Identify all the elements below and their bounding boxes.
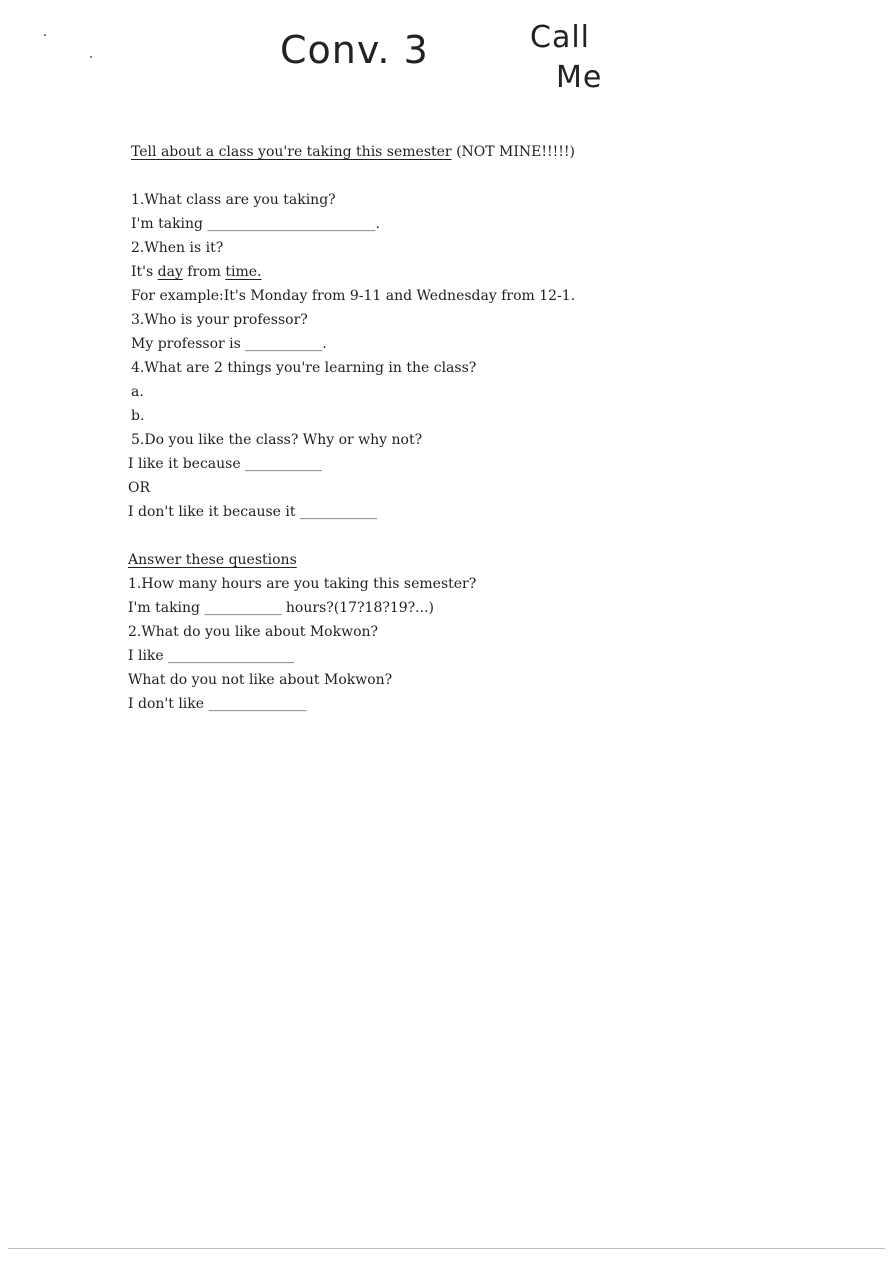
scan-speck xyxy=(90,56,92,58)
spacer xyxy=(128,524,828,548)
handwritten-note xyxy=(530,18,602,98)
question-4: 4.What are 2 things you're learning in the class? xyxy=(131,360,477,376)
section1-heading-line xyxy=(128,140,828,164)
question-5: 5.Do you like the class? Why or why not? xyxy=(131,432,423,448)
section2-question-2: 2.What do you like about Mokwon? xyxy=(128,624,379,640)
answer-2 xyxy=(128,260,828,284)
answer-2-mid: from xyxy=(182,264,226,280)
handwritten-note-line2: Me xyxy=(556,60,603,95)
question-1: 1.What class are you taking? xyxy=(131,192,336,208)
question-2: 2.When is it? xyxy=(131,240,224,256)
answer-5-or: OR xyxy=(128,480,151,496)
answer-2-day: day xyxy=(157,264,183,280)
answer-1: I'm taking ________________________. xyxy=(131,216,380,232)
answer-3: My professor is ___________. xyxy=(131,336,327,352)
answer-5-yes: I like it because ___________ xyxy=(128,456,323,472)
section2-answer-3: I don't like ______________ xyxy=(128,696,307,712)
section2-question-1: 1.How many hours are you taking this semester? xyxy=(128,576,477,592)
section1-heading: Tell about a class you're taking this semester xyxy=(131,144,452,160)
handwritten-note-line1: Call xyxy=(530,20,591,55)
worksheet-content xyxy=(128,140,828,716)
answer-4a: a. xyxy=(131,384,144,400)
answer-2-prefix: It's xyxy=(131,264,158,280)
spacer xyxy=(128,164,828,188)
answer-5-no: I don't like it because it ___________ xyxy=(128,504,377,520)
section2-answer-2: I like __________________ xyxy=(128,648,295,664)
scan-bottom-edge xyxy=(8,1248,885,1249)
section2-heading-line xyxy=(128,548,828,572)
example-line: For example:It's Monday from 9-11 and Wednesday from 12-1. xyxy=(131,288,576,304)
section2-heading: Answer these questions xyxy=(128,552,297,568)
question-3: 3.Who is your professor? xyxy=(131,312,308,328)
section1-heading-suffix: (NOT MINE!!!!!) xyxy=(451,144,575,160)
section2-question-3: What do you not like about Mokwon? xyxy=(128,672,393,688)
section2-answer-1: I'm taking ___________ hours?(17?18?19?...) xyxy=(128,600,434,616)
answer-4b: b. xyxy=(131,408,145,424)
answer-2-time: time. xyxy=(225,264,262,280)
handwritten-title: Conv. 3 xyxy=(280,28,429,72)
scan-speck xyxy=(44,34,46,36)
